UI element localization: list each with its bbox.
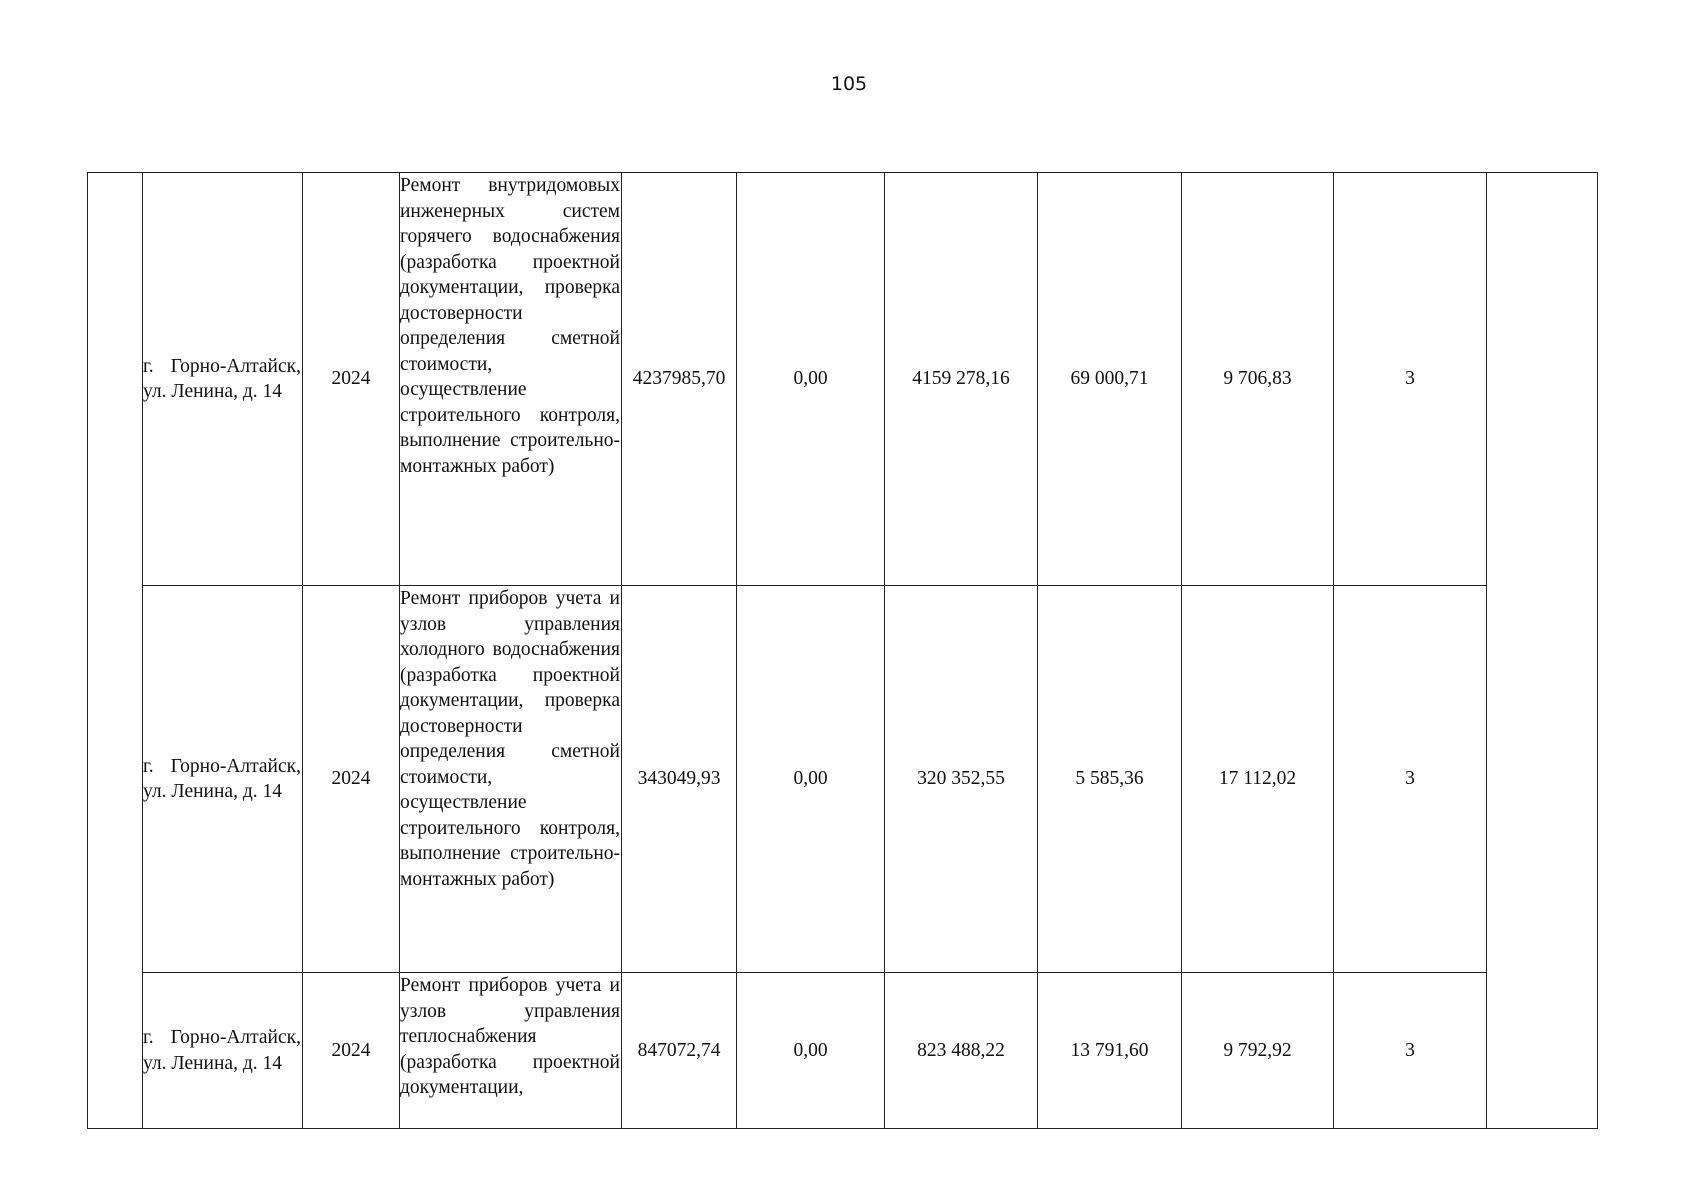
value-cell-2: 823 488,22 bbox=[885, 973, 1038, 1129]
value-cell-4: 9 706,83 bbox=[1182, 173, 1334, 586]
table-row bbox=[88, 586, 1598, 973]
year-cell: 2024 bbox=[303, 973, 400, 1129]
value-cell-4: 17 112,02 bbox=[1182, 586, 1334, 973]
work-description-text: Ремонт приборов учета и узлов управления теплоснабжения (разработка проектной документации, bbox=[400, 975, 620, 1098]
capital-repair-table bbox=[87, 172, 1598, 1129]
value-cell-4: 9 792,92 bbox=[1182, 973, 1334, 1129]
value-cell-1: 0,00 bbox=[737, 973, 885, 1129]
value-cell-3: 13 791,60 bbox=[1038, 973, 1182, 1129]
total-cost-cell: 4237985,70 bbox=[622, 173, 737, 586]
address-cell: г. Горно-Алтайск, ул. Ленина, д. 14 bbox=[143, 173, 303, 586]
value-cell-3: 69 000,71 bbox=[1038, 173, 1182, 586]
total-cost-cell: 847072,74 bbox=[622, 973, 737, 1129]
row-number-cell bbox=[88, 173, 143, 1129]
total-cost-cell: 343049,93 bbox=[622, 586, 737, 973]
address-cell: г. Горно-Алтайск, ул. Ленина, д. 14 bbox=[143, 973, 303, 1129]
work-description-cell bbox=[400, 973, 622, 1129]
address-cell: г. Горно-Алтайск, ул. Ленина, д. 14 bbox=[143, 586, 303, 973]
value-cell-3: 5 585,36 bbox=[1038, 586, 1182, 973]
work-description-cell: Ремонт внутридомовых инженерных систем горячего водоснабжения (разработка проектной документации, проверка достоверности определения сметной стоимости, осуществление строительного контроля, выполнение строительно-монтажных работ) bbox=[400, 173, 622, 586]
value-cell-1: 0,00 bbox=[737, 173, 885, 586]
value-cell-5: 3 bbox=[1334, 173, 1487, 586]
value-cell-5: 3 bbox=[1334, 586, 1487, 973]
page-number: 105 bbox=[830, 73, 868, 95]
year-cell: 2024 bbox=[303, 586, 400, 973]
value-cell-2: 4159 278,16 bbox=[885, 173, 1038, 586]
value-cell-1: 0,00 bbox=[737, 586, 885, 973]
value-cell-5: 3 bbox=[1334, 973, 1487, 1129]
trailing-blank-cell bbox=[1487, 173, 1598, 1129]
table-row bbox=[88, 173, 1598, 586]
table-row bbox=[88, 973, 1598, 1129]
year-cell: 2024 bbox=[303, 173, 400, 586]
work-description-cell: Ремонт приборов учета и узлов управления холодного водоснабжения (разработка проектной документации, проверка достоверности определения сметной стоимости, осуществление строительного контроля, выполнение строительно-монтажных работ) bbox=[400, 586, 622, 973]
value-cell-2: 320 352,55 bbox=[885, 586, 1038, 973]
